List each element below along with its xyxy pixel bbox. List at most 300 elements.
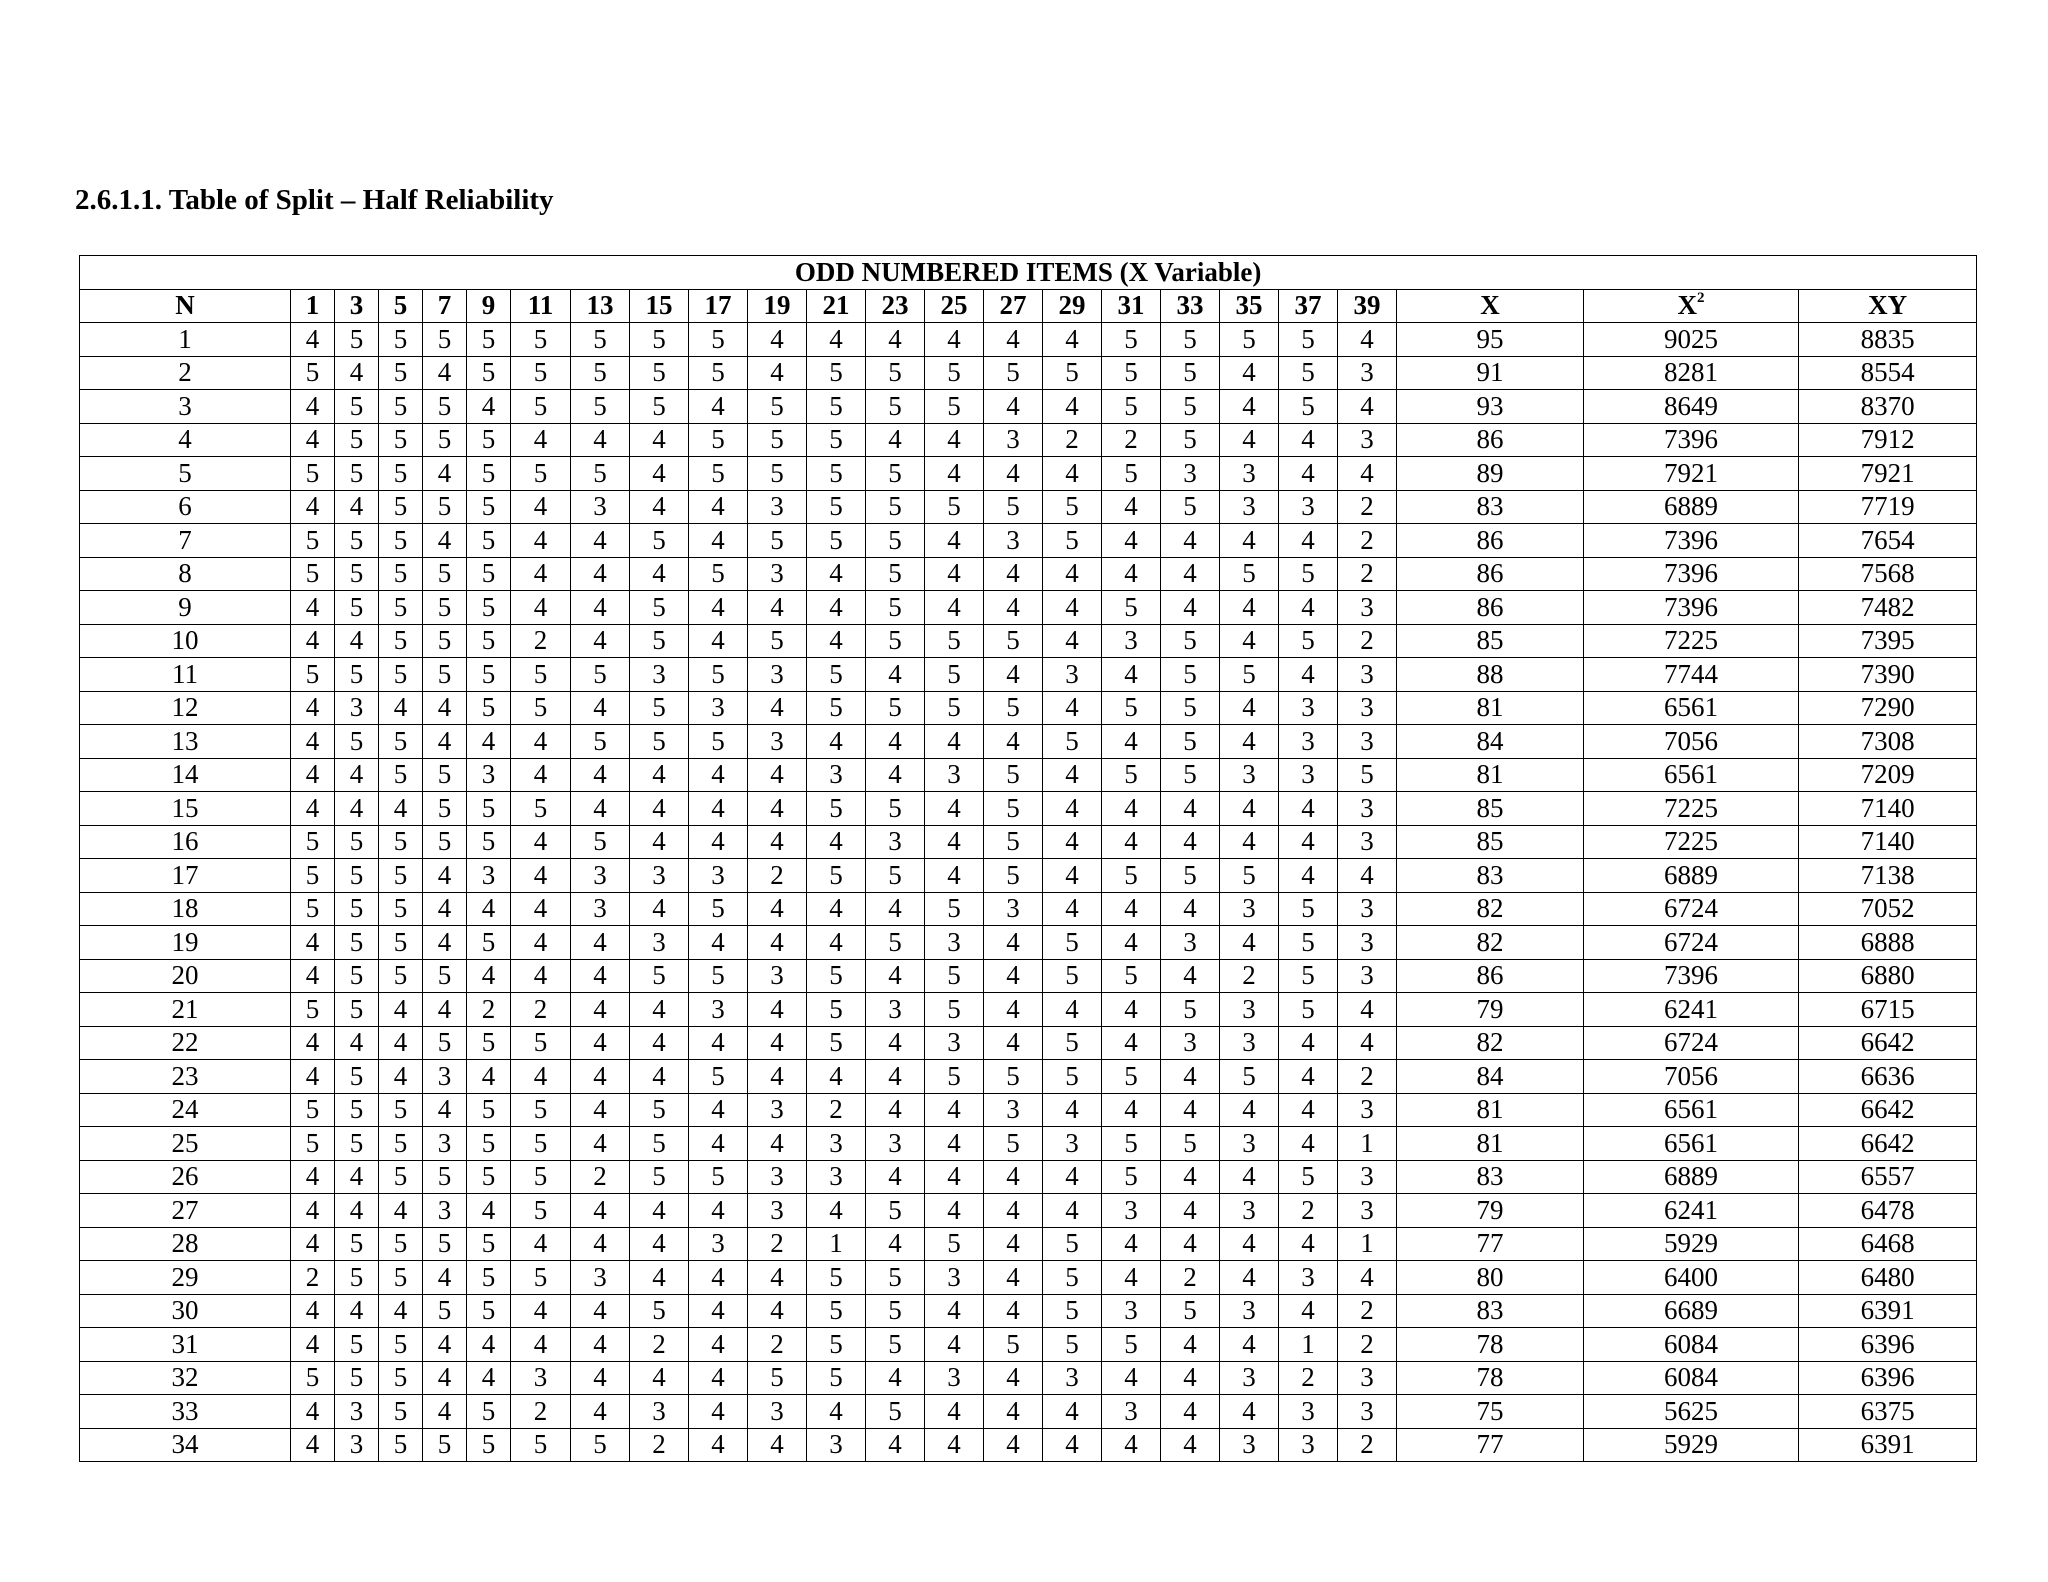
table-row (80, 959, 1977, 993)
table-row (80, 859, 1977, 893)
item-score-cell: 4 (1220, 1395, 1279, 1429)
item-score-cell: 3 (571, 859, 630, 893)
table-row (80, 557, 1977, 591)
item-score-cell: 3 (1338, 356, 1397, 390)
item-score-cell: 2 (511, 624, 571, 658)
xy-cell: 7052 (1799, 892, 1977, 926)
item-score-cell: 4 (1161, 1361, 1220, 1395)
item-score-cell: 4 (571, 691, 630, 725)
item-score-cell: 3 (866, 1127, 925, 1161)
item-score-cell: 3 (1102, 1294, 1161, 1328)
item-score-cell: 3 (1220, 993, 1279, 1027)
item-score-cell: 3 (984, 423, 1043, 457)
item-score-cell: 5 (335, 457, 379, 491)
item-score-cell: 4 (630, 1261, 689, 1295)
item-score-cell: 5 (467, 926, 511, 960)
item-score-cell: 3 (984, 892, 1043, 926)
table-row (80, 624, 1977, 658)
item-score-cell: 3 (630, 1395, 689, 1429)
item-score-cell: 5 (866, 490, 925, 524)
item-score-cell: 4 (379, 1194, 423, 1228)
item-score-cell: 3 (423, 1194, 467, 1228)
item-score-cell: 4 (748, 691, 807, 725)
item-score-cell: 4 (925, 1395, 984, 1429)
item-score-cell: 2 (630, 1328, 689, 1362)
x-squared-cell: 7396 (1584, 524, 1799, 558)
item-score-cell: 4 (925, 524, 984, 558)
item-score-cell: 5 (984, 356, 1043, 390)
item-score-cell: 5 (689, 658, 748, 692)
item-score-cell: 4 (748, 1261, 807, 1295)
item-score-cell: 4 (984, 926, 1043, 960)
xy-cell: 7568 (1799, 557, 1977, 591)
x-cell: 86 (1397, 423, 1584, 457)
x-squared-cell: 6689 (1584, 1294, 1799, 1328)
item-score-cell: 5 (335, 1127, 379, 1161)
item-column-header: 5 (379, 289, 423, 323)
item-score-cell: 4 (1338, 1261, 1397, 1295)
item-score-cell: 4 (925, 457, 984, 491)
item-score-cell: 5 (291, 457, 335, 491)
item-score-cell: 5 (630, 1160, 689, 1194)
item-score-cell: 3 (1338, 658, 1397, 692)
item-score-cell: 4 (291, 1026, 335, 1060)
table-row (80, 892, 1977, 926)
item-score-cell: 3 (1161, 1026, 1220, 1060)
item-score-cell: 4 (423, 859, 467, 893)
item-score-cell: 5 (807, 959, 866, 993)
item-score-cell: 5 (335, 1093, 379, 1127)
item-score-cell: 5 (335, 1261, 379, 1295)
n-cell: 13 (80, 725, 291, 759)
item-score-cell: 4 (807, 1395, 866, 1429)
item-score-cell: 3 (1102, 624, 1161, 658)
item-score-cell: 4 (291, 725, 335, 759)
x-squared-cell: 7056 (1584, 1060, 1799, 1094)
item-score-cell: 4 (511, 859, 571, 893)
item-score-cell: 4 (1043, 859, 1102, 893)
item-score-cell: 3 (1279, 725, 1338, 759)
item-score-cell: 4 (1102, 1093, 1161, 1127)
item-score-cell: 4 (571, 1395, 630, 1429)
item-score-cell: 4 (689, 1093, 748, 1127)
item-score-cell: 4 (291, 323, 335, 357)
n-cell: 18 (80, 892, 291, 926)
item-score-cell: 4 (866, 658, 925, 692)
item-column-header: 17 (689, 289, 748, 323)
item-score-cell: 5 (1043, 1261, 1102, 1295)
item-score-cell: 5 (571, 457, 630, 491)
item-score-cell: 1 (1279, 1328, 1338, 1362)
item-score-cell: 4 (511, 825, 571, 859)
item-score-cell: 4 (630, 557, 689, 591)
item-score-cell: 3 (807, 1160, 866, 1194)
item-score-cell: 5 (1043, 490, 1102, 524)
item-column-header: 15 (630, 289, 689, 323)
x-squared-exponent: 2 (1697, 290, 1705, 307)
item-score-cell: 4 (1279, 1294, 1338, 1328)
item-score-cell: 5 (689, 557, 748, 591)
item-score-cell: 5 (1161, 624, 1220, 658)
item-score-cell: 4 (571, 1194, 630, 1228)
n-cell: 19 (80, 926, 291, 960)
xy-cell: 6642 (1799, 1093, 1977, 1127)
item-score-cell: 5 (1161, 758, 1220, 792)
xy-cell: 6478 (1799, 1194, 1977, 1228)
x-squared-cell: 6889 (1584, 859, 1799, 893)
n-cell: 20 (80, 959, 291, 993)
n-cell: 1 (80, 323, 291, 357)
item-score-cell: 4 (1043, 993, 1102, 1027)
item-score-cell: 4 (291, 490, 335, 524)
item-score-cell: 4 (1161, 1227, 1220, 1261)
item-score-cell: 5 (866, 792, 925, 826)
item-score-cell: 5 (379, 323, 423, 357)
item-score-cell: 4 (335, 1294, 379, 1328)
n-cell: 30 (80, 1294, 291, 1328)
item-score-cell: 5 (467, 1294, 511, 1328)
table-row (80, 356, 1977, 390)
x-cell: 83 (1397, 859, 1584, 893)
item-score-cell: 5 (379, 1428, 423, 1462)
x-cell: 86 (1397, 524, 1584, 558)
item-column-header: 1 (291, 289, 335, 323)
item-score-cell: 3 (748, 725, 807, 759)
x-squared-cell: 5625 (1584, 1395, 1799, 1429)
item-score-cell: 5 (335, 1060, 379, 1094)
item-score-cell: 5 (630, 1093, 689, 1127)
item-score-cell: 3 (748, 1194, 807, 1228)
x-cell: 79 (1397, 993, 1584, 1027)
item-score-cell: 5 (379, 1361, 423, 1395)
item-score-cell: 4 (984, 1194, 1043, 1228)
item-score-cell: 4 (1102, 1428, 1161, 1462)
table-row (80, 926, 1977, 960)
item-score-cell: 3 (1338, 1361, 1397, 1395)
item-score-cell: 4 (335, 624, 379, 658)
item-score-cell: 5 (1043, 926, 1102, 960)
item-score-cell: 4 (467, 1328, 511, 1362)
table-body (80, 323, 1977, 1462)
item-score-cell: 5 (866, 591, 925, 625)
item-score-cell: 5 (984, 825, 1043, 859)
split-half-table (79, 255, 1977, 1462)
item-score-cell: 5 (379, 1160, 423, 1194)
item-score-cell: 4 (807, 1060, 866, 1094)
table-row (80, 1328, 1977, 1362)
item-column-header: 29 (1043, 289, 1102, 323)
item-score-cell: 5 (807, 356, 866, 390)
xy-cell: 7138 (1799, 859, 1977, 893)
item-score-cell: 4 (1043, 624, 1102, 658)
item-score-cell: 4 (1102, 557, 1161, 591)
item-score-cell: 3 (1161, 926, 1220, 960)
item-score-cell: 4 (511, 758, 571, 792)
x-squared-cell: 7396 (1584, 959, 1799, 993)
xy-cell: 6642 (1799, 1026, 1977, 1060)
item-score-cell: 4 (984, 1026, 1043, 1060)
n-cell: 29 (80, 1261, 291, 1295)
item-score-cell: 4 (689, 792, 748, 826)
item-score-cell: 4 (1279, 423, 1338, 457)
x-squared-cell: 6241 (1584, 993, 1799, 1027)
item-score-cell: 3 (1279, 758, 1338, 792)
item-score-cell: 4 (1279, 591, 1338, 625)
item-score-cell: 4 (1161, 1060, 1220, 1094)
item-score-cell: 3 (1161, 457, 1220, 491)
item-score-cell: 5 (1279, 323, 1338, 357)
item-score-cell: 4 (748, 1127, 807, 1161)
item-score-cell: 3 (1220, 457, 1279, 491)
item-score-cell: 5 (807, 1328, 866, 1362)
item-score-cell: 5 (925, 1227, 984, 1261)
item-score-cell: 4 (1102, 892, 1161, 926)
item-score-cell: 5 (467, 1428, 511, 1462)
item-score-cell: 4 (925, 423, 984, 457)
item-score-cell: 4 (689, 1261, 748, 1295)
table-row (80, 524, 1977, 558)
item-score-cell: 5 (1279, 993, 1338, 1027)
item-score-cell: 5 (511, 457, 571, 491)
item-score-cell: 3 (1043, 1361, 1102, 1395)
item-score-cell: 4 (1161, 825, 1220, 859)
item-score-cell: 5 (807, 1294, 866, 1328)
item-score-cell: 4 (1338, 390, 1397, 424)
item-score-cell: 5 (335, 825, 379, 859)
item-score-cell: 5 (807, 691, 866, 725)
item-score-cell: 4 (984, 1294, 1043, 1328)
item-score-cell: 4 (1102, 792, 1161, 826)
item-score-cell: 5 (1043, 1026, 1102, 1060)
item-score-cell: 2 (1338, 1294, 1397, 1328)
xy-cell: 6480 (1799, 1261, 1977, 1295)
item-score-cell: 4 (1220, 926, 1279, 960)
item-score-cell: 5 (1102, 323, 1161, 357)
item-score-cell: 3 (689, 691, 748, 725)
item-score-cell: 5 (335, 557, 379, 591)
item-column-header: 33 (1161, 289, 1220, 323)
x-squared-cell: 6724 (1584, 926, 1799, 960)
n-cell: 10 (80, 624, 291, 658)
item-score-cell: 5 (1279, 926, 1338, 960)
x-squared-base: X (1677, 290, 1697, 321)
item-score-cell: 4 (571, 792, 630, 826)
item-score-cell: 4 (748, 926, 807, 960)
item-score-cell: 4 (807, 1194, 866, 1228)
n-cell: 33 (80, 1395, 291, 1429)
table-row (80, 323, 1977, 357)
n-cell: 8 (80, 557, 291, 591)
item-score-cell: 5 (689, 323, 748, 357)
item-score-cell: 5 (1161, 423, 1220, 457)
item-score-cell: 2 (1338, 557, 1397, 591)
x-cell: 86 (1397, 959, 1584, 993)
item-score-cell: 5 (571, 725, 630, 759)
item-score-cell: 3 (748, 557, 807, 591)
item-score-cell: 4 (1161, 959, 1220, 993)
x-squared-cell: 6084 (1584, 1328, 1799, 1362)
item-score-cell: 4 (630, 490, 689, 524)
item-score-cell: 4 (511, 892, 571, 926)
n-cell: 7 (80, 524, 291, 558)
item-score-cell: 4 (291, 1227, 335, 1261)
n-cell: 22 (80, 1026, 291, 1060)
item-score-cell: 5 (511, 1093, 571, 1127)
x-squared-cell: 6400 (1584, 1261, 1799, 1295)
item-score-cell: 3 (925, 758, 984, 792)
item-score-cell: 5 (571, 1428, 630, 1462)
item-score-cell: 4 (291, 758, 335, 792)
item-score-cell: 4 (925, 859, 984, 893)
x-cell: 84 (1397, 725, 1584, 759)
item-column-header: 11 (511, 289, 571, 323)
table-row (80, 457, 1977, 491)
item-score-cell: 4 (689, 1428, 748, 1462)
x-cell: 85 (1397, 825, 1584, 859)
item-score-cell: 4 (630, 457, 689, 491)
item-score-cell: 5 (925, 390, 984, 424)
x-cell: 77 (1397, 1428, 1584, 1462)
item-score-cell: 5 (866, 557, 925, 591)
item-score-cell: 5 (291, 356, 335, 390)
item-score-cell: 4 (1220, 1328, 1279, 1362)
item-score-cell: 5 (1102, 1060, 1161, 1094)
item-score-cell: 4 (630, 758, 689, 792)
item-score-cell: 5 (571, 825, 630, 859)
item-score-cell: 4 (571, 1127, 630, 1161)
item-score-cell: 4 (1043, 1093, 1102, 1127)
item-score-cell: 2 (1338, 524, 1397, 558)
x-squared-cell: 6724 (1584, 1026, 1799, 1060)
item-score-cell: 4 (866, 423, 925, 457)
item-score-cell: 5 (866, 356, 925, 390)
item-score-cell: 4 (1043, 892, 1102, 926)
xy-cell: 8370 (1799, 390, 1977, 424)
item-score-cell: 5 (1102, 859, 1161, 893)
item-score-cell: 5 (423, 423, 467, 457)
item-score-cell: 5 (1161, 1294, 1220, 1328)
item-score-cell: 4 (1043, 390, 1102, 424)
item-score-cell: 2 (1338, 490, 1397, 524)
item-score-cell: 3 (1338, 423, 1397, 457)
item-score-cell: 5 (467, 524, 511, 558)
item-score-cell: 4 (630, 1026, 689, 1060)
item-score-cell: 4 (511, 1294, 571, 1328)
item-score-cell: 5 (807, 423, 866, 457)
item-score-cell: 3 (1279, 691, 1338, 725)
item-score-cell: 4 (807, 825, 866, 859)
item-score-cell: 2 (1338, 1328, 1397, 1362)
item-score-cell: 5 (748, 390, 807, 424)
item-score-cell: 3 (423, 1127, 467, 1161)
item-score-cell: 5 (467, 323, 511, 357)
item-score-cell: 5 (1279, 1160, 1338, 1194)
item-score-cell: 3 (689, 859, 748, 893)
item-score-cell: 3 (630, 926, 689, 960)
item-score-cell: 5 (630, 725, 689, 759)
xy-cell: 7308 (1799, 725, 1977, 759)
item-score-cell: 4 (925, 792, 984, 826)
item-score-cell: 5 (807, 1261, 866, 1295)
x-cell: 75 (1397, 1395, 1584, 1429)
item-score-cell: 4 (866, 725, 925, 759)
item-score-cell: 5 (423, 1428, 467, 1462)
xy-cell: 6557 (1799, 1160, 1977, 1194)
item-score-cell: 4 (423, 1395, 467, 1429)
item-score-cell: 4 (748, 792, 807, 826)
item-score-cell: 4 (1220, 725, 1279, 759)
item-score-cell: 4 (291, 691, 335, 725)
item-score-cell: 4 (511, 1328, 571, 1362)
item-score-cell: 2 (1338, 1060, 1397, 1094)
item-score-cell: 5 (379, 1328, 423, 1362)
item-score-cell: 5 (511, 1127, 571, 1161)
item-column-header: 13 (571, 289, 630, 323)
item-score-cell: 5 (511, 1160, 571, 1194)
item-score-cell: 3 (984, 524, 1043, 558)
item-score-cell: 5 (1279, 624, 1338, 658)
item-score-cell: 3 (1220, 1428, 1279, 1462)
table-row (80, 1261, 1977, 1295)
item-score-cell: 5 (807, 390, 866, 424)
item-column-header: 35 (1220, 289, 1279, 323)
item-score-cell: 4 (984, 1261, 1043, 1295)
x-cell: 81 (1397, 1093, 1584, 1127)
item-score-cell: 4 (925, 725, 984, 759)
item-score-cell: 5 (630, 624, 689, 658)
item-score-cell: 5 (630, 691, 689, 725)
x-cell: 89 (1397, 457, 1584, 491)
table-row (80, 1026, 1977, 1060)
item-score-cell: 5 (630, 1294, 689, 1328)
item-score-cell: 5 (335, 1227, 379, 1261)
item-score-cell: 5 (467, 1026, 511, 1060)
item-score-cell: 5 (984, 1328, 1043, 1362)
item-score-cell: 5 (1102, 691, 1161, 725)
item-score-cell: 5 (335, 725, 379, 759)
item-score-cell: 5 (866, 390, 925, 424)
item-score-cell: 5 (866, 1395, 925, 1429)
item-score-cell: 5 (511, 658, 571, 692)
n-cell: 12 (80, 691, 291, 725)
item-score-cell: 3 (630, 658, 689, 692)
item-score-cell: 3 (571, 892, 630, 926)
item-score-cell: 5 (1043, 725, 1102, 759)
item-score-cell: 5 (467, 423, 511, 457)
xy-cell: 6715 (1799, 993, 1977, 1027)
x-cell: 81 (1397, 758, 1584, 792)
item-score-cell: 4 (335, 1026, 379, 1060)
item-score-cell: 5 (335, 926, 379, 960)
item-score-cell: 4 (1220, 1227, 1279, 1261)
item-score-cell: 4 (748, 1294, 807, 1328)
item-score-cell: 5 (467, 792, 511, 826)
n-cell: 4 (80, 423, 291, 457)
item-column-header: 37 (1279, 289, 1338, 323)
item-score-cell: 5 (689, 892, 748, 926)
item-score-cell: 4 (1161, 1395, 1220, 1429)
xy-cell: 7390 (1799, 658, 1977, 692)
item-score-cell: 4 (866, 1026, 925, 1060)
item-score-cell: 3 (1338, 959, 1397, 993)
item-score-cell: 5 (1279, 557, 1338, 591)
item-column-header: 9 (467, 289, 511, 323)
item-score-cell: 4 (511, 1227, 571, 1261)
item-score-cell: 5 (748, 1361, 807, 1395)
x-squared-cell: 7056 (1584, 725, 1799, 759)
item-score-cell: 4 (571, 1294, 630, 1328)
item-score-cell: 2 (1338, 624, 1397, 658)
